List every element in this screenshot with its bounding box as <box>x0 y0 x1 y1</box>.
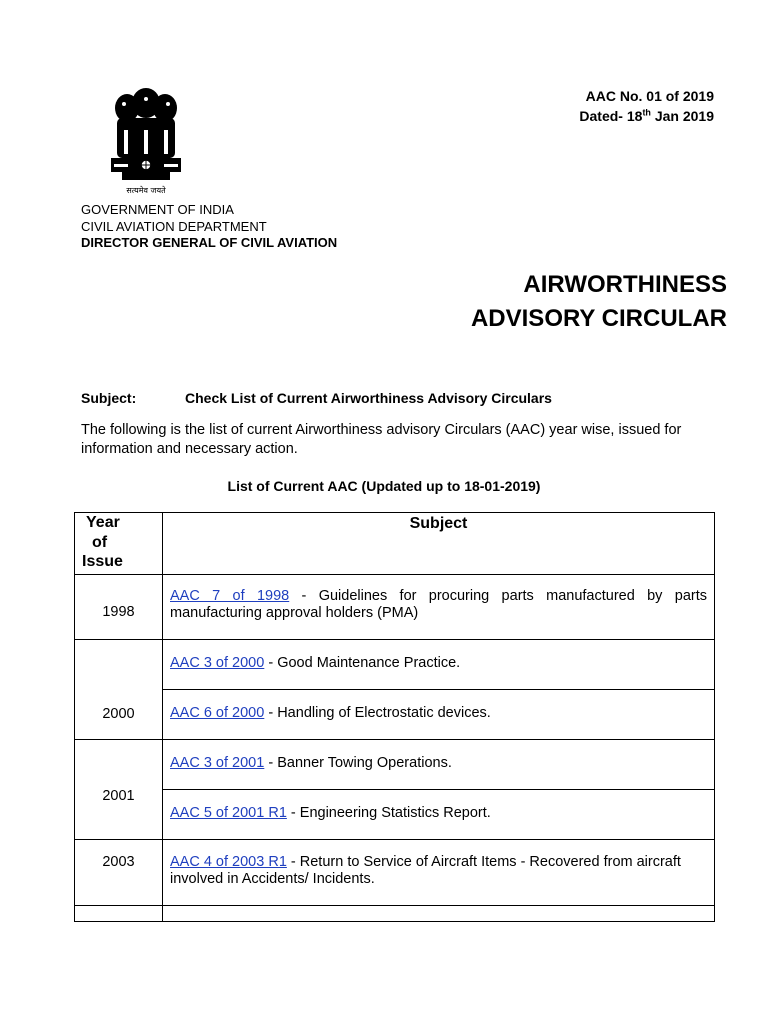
subject-cell: AAC 4 of 2003 R1 - Return to Service of Aircraft Items - Recovered from aircraft involved in Accidents/ Incidents. <box>163 840 715 906</box>
subject-line <box>81 390 552 406</box>
title-line-2: ADVISORY CIRCULAR <box>470 305 727 332</box>
circular-number: AAC No. 01 of 2019 <box>585 88 714 104</box>
year-cell: 1998 <box>75 575 163 640</box>
intro-paragraph: The following is the list of current Airworthiness advisory Circulars (AAC) year wise, issued for information and necessary action. <box>81 422 682 457</box>
aac-link[interactable]: AAC 5 of 2001 R1 <box>170 805 287 821</box>
empty-subject-cell <box>163 906 715 922</box>
table-row <box>75 640 715 690</box>
table-header-row <box>75 513 715 575</box>
org-line-government: GOVERNMENT OF INDIA <box>81 202 234 217</box>
header-subject: Subject <box>163 513 715 575</box>
subject-cell: AAC 5 of 2001 R1 - Engineering Statistics Report. <box>163 790 715 840</box>
document-title <box>471 268 727 336</box>
svg-text:सत्यमेव जयते: सत्यमेव जयते <box>126 186 166 195</box>
table-row <box>75 690 715 740</box>
circular-date: Dated- 18th Jan 2019 <box>579 107 714 124</box>
table-row <box>75 790 715 840</box>
subject-cell: AAC 7 of 1998 - Guidelines for procuring parts manufactured by parts manufacturing approval holders (PMA) <box>163 575 715 640</box>
table-row <box>75 740 715 790</box>
table-row <box>75 575 715 640</box>
year-cell: 2003 <box>75 840 163 906</box>
aac-link[interactable]: AAC 3 of 2000 <box>170 655 265 671</box>
subject-cell: AAC 3 of 2000 - Good Maintenance Practice. <box>163 640 715 690</box>
list-title: List of Current AAC (Updated up to 18-01-2019) <box>227 478 541 494</box>
year-cell: 2000 <box>75 640 163 740</box>
table-row <box>75 840 715 906</box>
organization-block <box>81 202 337 252</box>
header-year-of-issue: Year of Issue <box>75 513 163 575</box>
org-line-director: DIRECTOR GENERAL OF CIVIL AVIATION <box>81 235 338 250</box>
org-line-department: CIVIL AVIATION DEPARTMENT <box>81 218 267 234</box>
aac-link[interactable]: AAC 4 of 2003 R1 <box>170 854 287 870</box>
title-line-1: AIRWORTHINESS <box>523 271 727 298</box>
aac-link[interactable]: AAC 6 of 2000 <box>170 705 265 721</box>
aac-link[interactable]: AAC 7 of 1998 <box>170 588 290 604</box>
subject-cell: AAC 6 of 2000 - Handling of Electrostatic devices. <box>163 690 715 740</box>
year-cell: 2001 <box>75 740 163 840</box>
subject-cell: AAC 3 of 2001 - Banner Towing Operations. <box>163 740 715 790</box>
subject-value: Check List of Current Airworthiness Advisory Circulars <box>185 390 552 406</box>
subject-label: Subject: <box>81 390 137 406</box>
circular-reference <box>579 86 714 126</box>
table-row-empty <box>75 906 715 922</box>
empty-year-cell <box>75 906 163 922</box>
national-emblem-logo <box>100 86 192 198</box>
aac-table <box>74 512 715 922</box>
aac-link[interactable]: AAC 3 of 2001 <box>170 755 265 771</box>
